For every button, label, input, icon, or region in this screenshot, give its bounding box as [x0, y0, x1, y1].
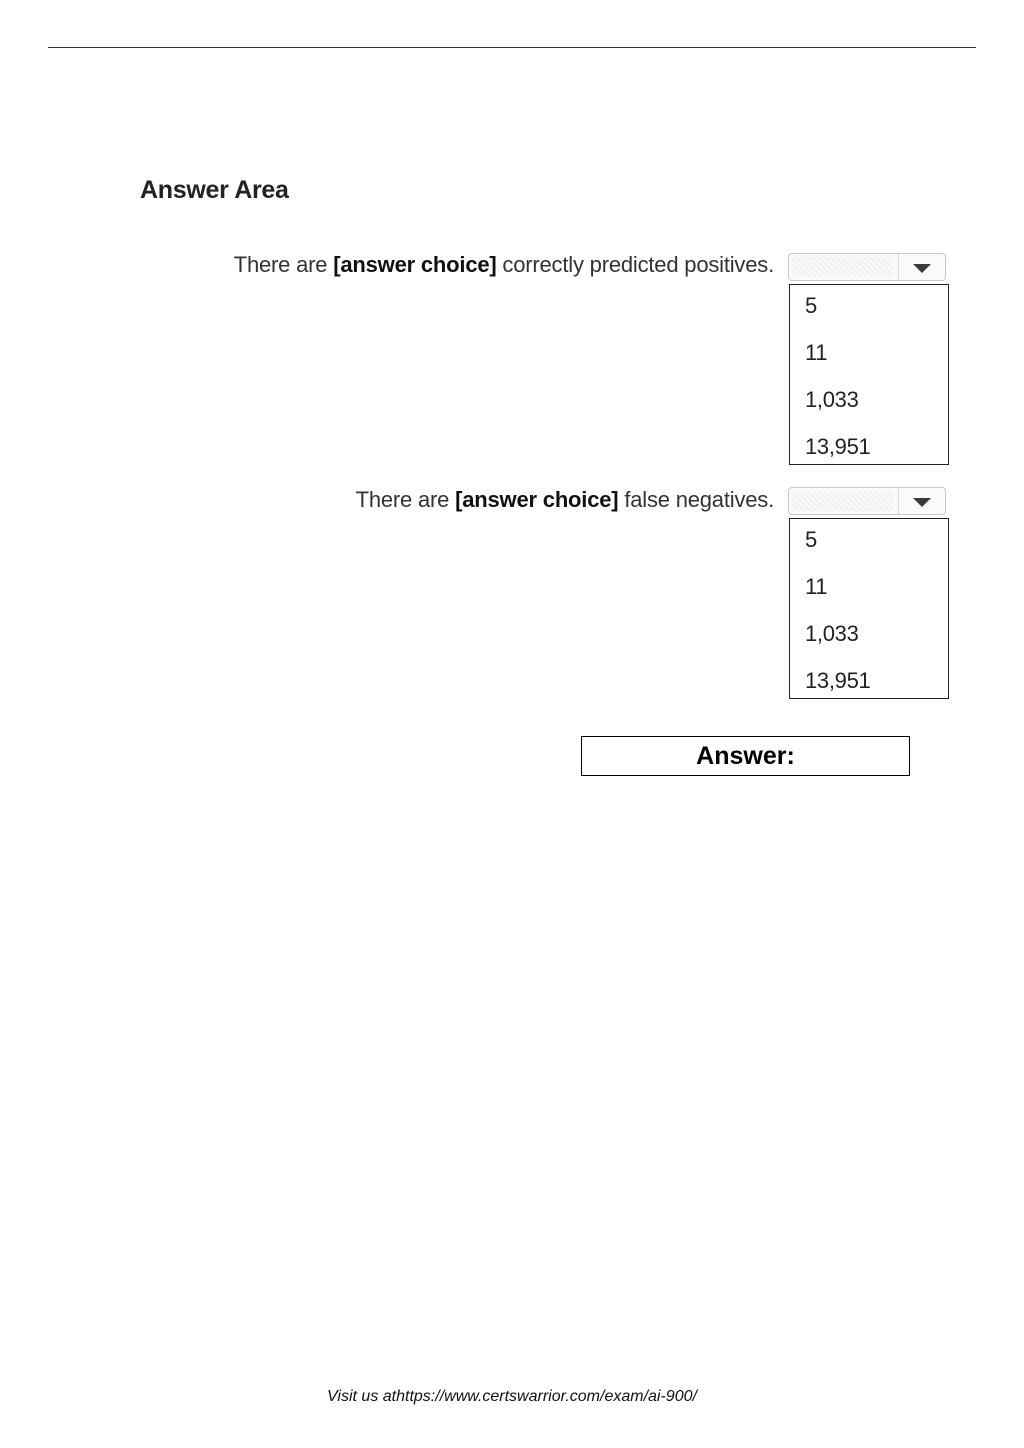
question-2-option[interactable]: 11 [805, 574, 828, 599]
question-1-dropdown-button[interactable] [898, 254, 945, 280]
question-1-options-list [789, 284, 949, 465]
question-1-option[interactable]: 5 [805, 293, 817, 318]
answer-label-box: Answer: [581, 736, 910, 776]
chevron-down-icon [913, 498, 931, 507]
chevron-down-icon [913, 264, 931, 273]
question-2-placeholder: [answer choice] [455, 487, 619, 512]
question-2-option[interactable]: 1,033 [805, 621, 859, 646]
question-1-statement [234, 252, 774, 278]
question-2-prefix: There are [355, 487, 456, 512]
question-2-suffix: false negatives. [618, 487, 774, 512]
answer-area-title: Answer Area [140, 176, 289, 204]
question-2-option[interactable]: 13,951 [805, 668, 871, 693]
question-2-dropdown[interactable] [788, 487, 946, 515]
question-1-suffix: correctly predicted positives. [496, 252, 774, 277]
question-1-option[interactable]: 11 [805, 340, 828, 365]
question-2-options-list [789, 518, 949, 699]
question-1-dropdown[interactable] [788, 253, 946, 281]
question-2-dropdown-button[interactable] [898, 488, 945, 514]
question-1-selected-value[interactable] [792, 257, 893, 277]
question-2-selected-value[interactable] [792, 491, 893, 511]
question-1-option[interactable]: 1,033 [805, 387, 859, 412]
footer-link-text: Visit us athttps://www.certswarrior.com/exam/ai-900/ [327, 1388, 697, 1405]
question-1-option[interactable]: 13,951 [805, 434, 871, 459]
question-1-prefix: There are [233, 252, 334, 277]
header-divider [48, 47, 976, 48]
question-2-statement [356, 487, 774, 513]
question-1-placeholder: [answer choice] [333, 252, 497, 277]
question-2-option[interactable]: 5 [805, 527, 817, 552]
